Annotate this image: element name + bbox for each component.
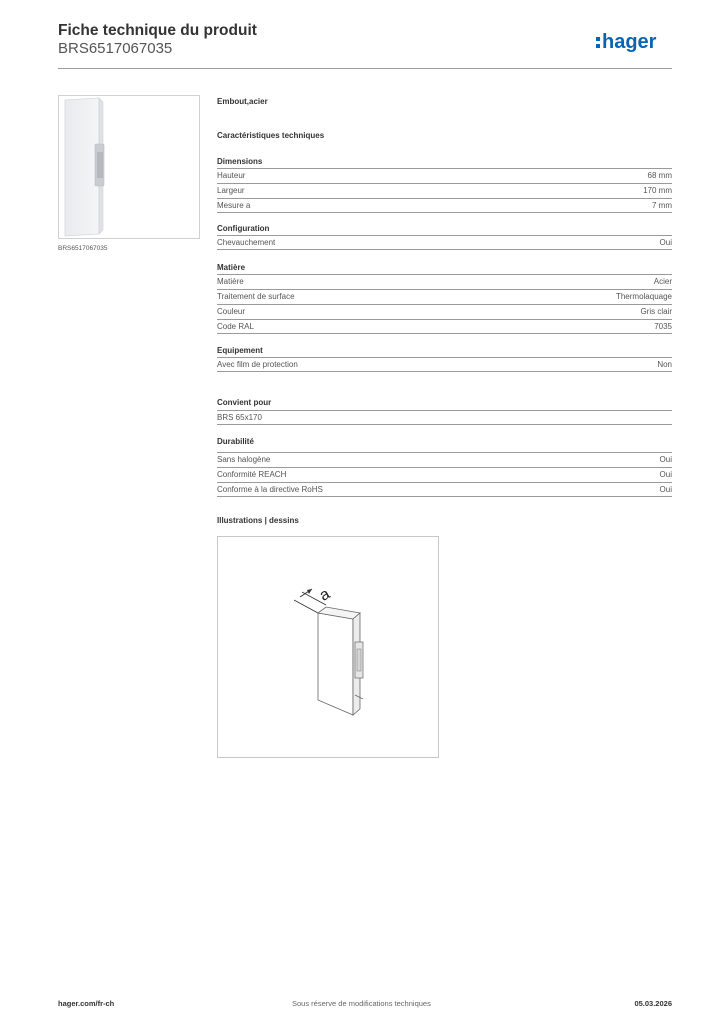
page-title: Fiche technique du produit [58, 22, 257, 39]
spec-value: Non [657, 360, 672, 369]
spec-label: Largeur [217, 186, 245, 195]
product-reference: BRS6517067035 [58, 40, 173, 57]
spec-value: Thermolaquage [615, 292, 672, 301]
spec-row [217, 410, 672, 425]
dimension-label-a: a [316, 585, 333, 605]
spec-label: BRS 65x170 [217, 413, 262, 422]
spec-label: Chevauchement [217, 238, 276, 247]
spec-row [217, 183, 672, 198]
spec-row [217, 357, 672, 372]
spec-value: 7 mm [652, 201, 672, 210]
section-title-matiere: Matière [217, 263, 246, 272]
section-title-durabilite: Durabilité [217, 437, 254, 446]
spec-label: Conformité REACH [217, 470, 287, 479]
spec-label: Avec film de protection [217, 360, 298, 369]
spec-label: Conforme à la directive RoHS [217, 485, 323, 494]
spec-row [217, 482, 672, 497]
spec-row [217, 304, 672, 319]
spec-row [217, 235, 672, 250]
footer-notice: Sous réserve de modifications techniques [292, 999, 431, 1008]
spec-label: Matière [217, 277, 244, 286]
spec-row [217, 452, 672, 467]
spec-label: Hauteur [217, 171, 246, 180]
spec-label: Mesure a [217, 201, 251, 210]
spec-value: Oui [659, 455, 672, 464]
spec-value: Acier [653, 277, 672, 286]
product-image [58, 95, 200, 239]
spec-heading: Caractéristiques techniques [217, 131, 325, 140]
spec-row [217, 319, 672, 334]
spec-label: Couleur [217, 307, 246, 316]
footer-date: 05.03.2026 [634, 999, 672, 1008]
product-image-caption: BRS6517067035 [58, 245, 108, 252]
product-name: Embout,acier [217, 97, 268, 106]
spec-row [217, 168, 672, 183]
section-title-equipement: Equipement [217, 346, 263, 355]
spec-row [217, 274, 672, 289]
spec-label: Sans halogène [217, 455, 271, 464]
illustrations-title: Illustrations | dessins [217, 516, 299, 525]
footer-website-link[interactable]: hager.com/fr-ch [58, 999, 115, 1008]
svg-text:hager: hager [602, 31, 657, 53]
hager-logo [595, 27, 675, 57]
spec-row [217, 198, 672, 213]
spec-label: Traitement de surface [217, 292, 295, 301]
spec-value: 68 mm [647, 171, 672, 180]
section-title-convient: Convient pour [217, 398, 272, 407]
spec-value: Gris clair [640, 307, 672, 316]
spec-value: Oui [659, 238, 672, 247]
section-title-configuration: Configuration [217, 224, 270, 233]
spec-row [217, 467, 672, 482]
spec-label: Code RAL [217, 322, 254, 331]
spec-value: 7035 [654, 322, 672, 331]
spec-row [217, 289, 672, 304]
section-title-dimensions: Dimensions [217, 157, 263, 166]
spec-value: 170 mm [643, 186, 672, 195]
spec-value: Oui [659, 470, 672, 479]
spec-value: Oui [659, 485, 672, 494]
technical-drawing [217, 536, 439, 758]
header-divider [58, 68, 672, 69]
